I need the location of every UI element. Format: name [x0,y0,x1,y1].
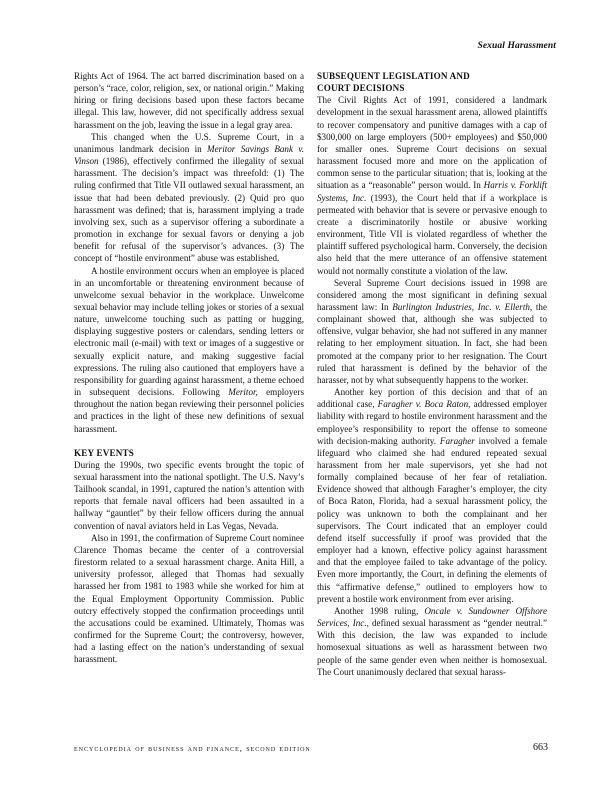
paragraph: During the 1990s, two specific events brought the topic of sexual harassment into the national spotlight. The U.S. Navy’s Tailhook scandal, in 1991, captured the nation’s attention with reports that female naval officers had been assaulted in a hallway “gauntlet” by their fellow officers during the annual convention of naval aviators held in Las Vegas, Nevada. [74,459,304,531]
case-name: Oncale v. Sundowner Offshore Services, Inc., [317,605,547,629]
section-heading: SUBSEQUENT LEGISLATION AND COURT DECISIONS [317,71,470,94]
paragraph: Rights Act of 1964. The act barred discrimination based on a person’s “race, color, religion, sex, or national origin.” Making hiring or firing decisions based upon these factors became illegal. This law, however, did not specifically address sexual harassment on the job, leaving the issue in a legal gray area. [74,71,304,130]
paragraph: A hostile environment occurs when an employee is placed in an uncomfortable or threatening environment because of unwelcome sexual behavior in the workplace. Unwelcome sexual behavior may include telling jokes or stories of a sexual nature, unwelcome touching such as patting or hugging, displaying suggestive posters or calendars, sending letters or electronic mail (e-mail) with text or images of a suggestive or sexually explicit nature, and making suggestive facial expressions. The ruling also cautioned that employers have a responsibility for guarding against harassment, a theme echoed in subsequent decisions. Following Meritor, employers throughout the nation began reviewing their personnel policies and practices in the light of these new definitions of sexual harassment. [74,265,305,434]
case-name: Faragher [439,435,475,446]
paragraph: The Civil Rights Act of 1991, considered a landmark development in the sexual harassment arena, allowed plaintiffs to recover compensatory and punitive damages with a cap of $300,000 on large employers (500+ employees) and $50,000 for smaller ones. Supreme Court decisions on sexual harassment focused more and more on the application of common sense to the particular situation; that is, looking at the situation as a “reasonable” person would. In Harris v. Forklift Systems, Inc. (1993), the Court held that if a workplace is permeated with behavior that is severe or pervasive enough to create a discriminatorily hostile or abusive working environment, Title VII is violated regardless of whether the plaintiff suffered psychological harm. Conversely, the decision also held that the mere utterance of an offensive statement would not normally constitute a violation of the law. [317,95,547,276]
running-title: Sexual Harassment [477,41,556,51]
case-name: Meritor, [228,387,258,398]
section-heading: KEY EVENTS [74,447,135,458]
paragraph: Also in 1991, the confirmation of Supreme Court nominee Clarence Thomas became the center of a controversial firestorm related to a sexual harassment charge. Anita Hill, a university professor, alleged that Thomas had sexually harassed her from 1981 to 1983 while she worked for him at the Equal Employment Opportunity Commission. Public outcry effectively stopped the confirmation proceedings until the accusations could be examined. Ultimately, Thomas was confirmed for the Supreme Court; the controversy, however, had a lasting effect on the nation’s understanding of sexual harassment. [74,532,304,665]
case-name: Faragher v. Boca Raton, [377,399,471,410]
paragraph: Several Supreme Court decisions issued in 1998 are considered among the most significant in defining sexual harassment law: In Burlington Industries, Inc. v. Ellerth, the complainant showed that, although she was subjected to offensive, vulgar behavior, she had not suffered in any manner relating to her employment situation. In fact, she had been promoted at the company prior to her resignation. The Court ruled that harassment is defined by the behavior of the harasser, not by what subsequently happens to the worker. [317,277,547,385]
publication-title: encyclopedia of business and finance, second edition [74,743,311,753]
paragraph: Another 1998 ruling, Oncale v. Sundowner Offshore Services, Inc., defined sexual harassment as “gender neutral.” With this decision, the law was expanded to include homosexual situations as well as harassment between two people of the same gender even when neither is homosexual. The Court unanimously declared that sexual harass- [317,605,547,677]
paragraph: Another key portion of this decision and that of an additional case, Faragher v. Boca Raton, addressed employer liability with regard to hostile environment harassment and the employee’s responsibility to report the offense to someone with decision-making authority. Faragher involved a female lifeguard who claimed she had endured repeated sexual harassment from her male supervisors, yet she had not formally complained because of her fear of retaliation. Evidence showed that although Faragher’s employer, the city of Boca Raton, Florida, had a sexual harassment policy, the policy was unknown to both the complainant and her supervisors. The Court indicated that an employer could defend itself successfully if proof was provided that the employer had a known, effective policy against harassment and that the employee failed to take advantage of the policy. Even more importantly, the Court, in defining the elements of this “affirmative defense,” outlined to employers how to prevent a hostile work environment from ever arising. [317,387,547,604]
left-column [74,70,304,666]
paragraph: This changed when the U.S. Supreme Court, in a unanimous landmark decision in Meritor Savings Bank v. Vinson (1986), effectively confirmed the illegality of sexual harassment. The decision’s impact was threefold: (1) The ruling confirmed that Title VII outlawed sexual harassment, an issue that had been debated previously. (2) Quid pro quo harassment was defined; that is, harassment implying a trade involving sex, such as a supervisor offering a subordinate a promotion in exchange for sexual favors or denying a job benefit for refusal of the supervisor’s advances. (3) The concept of “hostile environment” abuse was established. [74,131,304,264]
case-name: Harris v. Forklift Systems, Inc. [317,180,547,203]
page-number: 663 [533,742,548,753]
right-column [317,70,547,678]
case-name: Meritor Savings Bank v. Vinson [74,143,304,167]
case-name: Burlington Industries, Inc. v. Ellerth, [392,301,533,312]
